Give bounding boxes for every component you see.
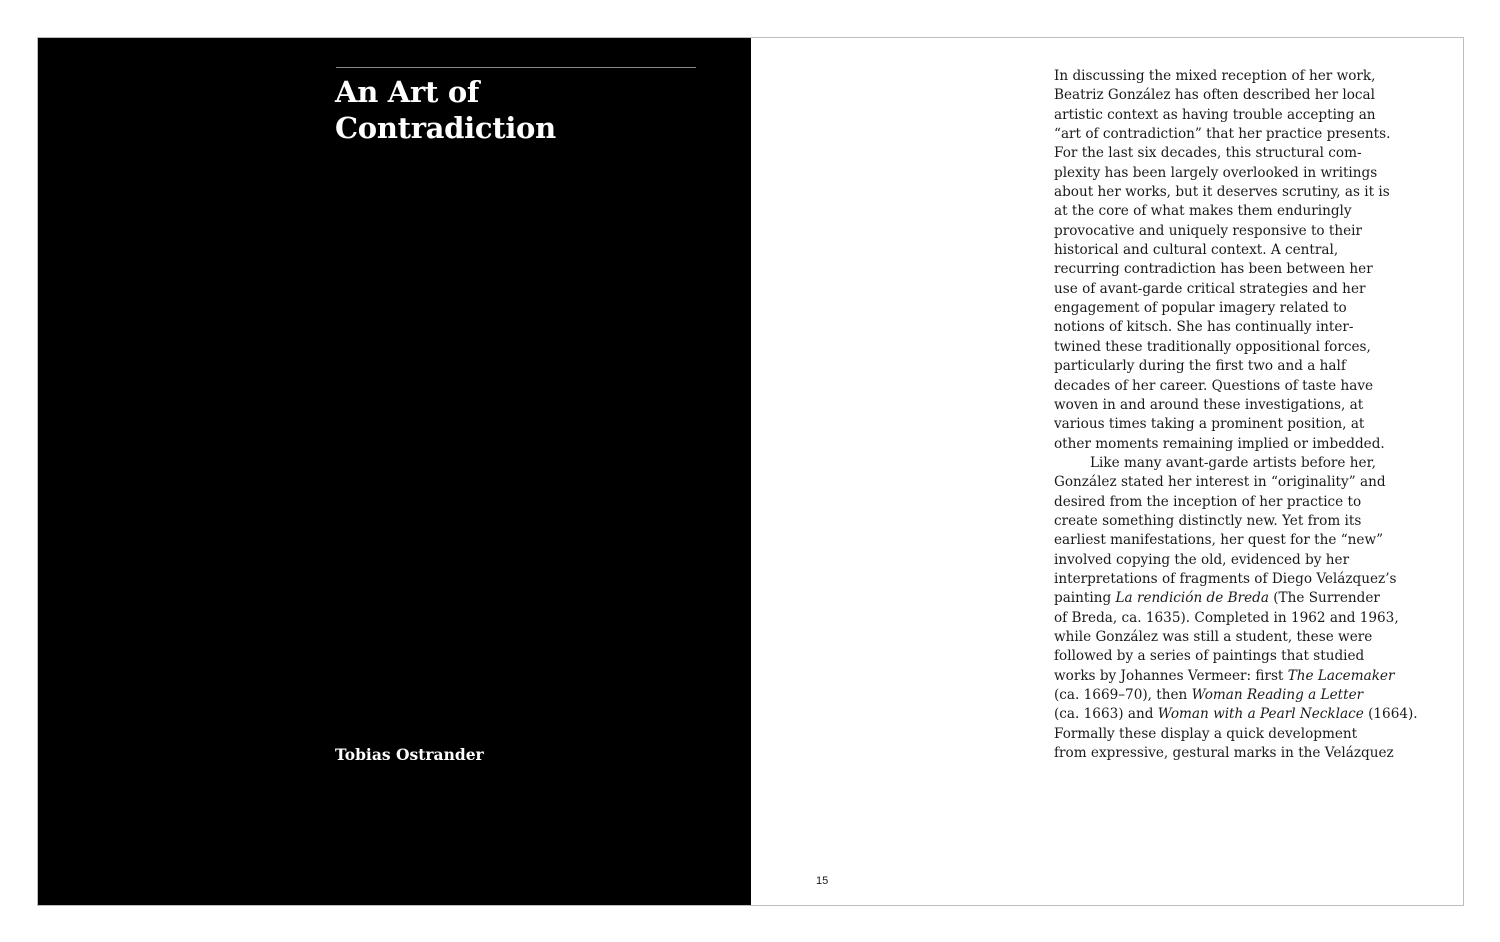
page-number: 15 xyxy=(816,875,829,887)
body-line xyxy=(1054,628,1429,647)
body-text-run: use of avant-garde critical strategies and her xyxy=(1054,280,1366,297)
body-text-run: other moments remaining implied or imbedded. xyxy=(1054,435,1385,452)
body-line xyxy=(1054,67,1429,86)
body-text-run: woven in and around these investigations, at xyxy=(1054,396,1364,413)
body-text-run: of Breda, ca. 1635). Completed in 1962 and 1963, xyxy=(1054,609,1399,626)
body-line xyxy=(1054,260,1429,279)
body-line xyxy=(1054,551,1429,570)
body-text-run: decades of her career. Questions of taste have xyxy=(1054,377,1374,394)
body-line xyxy=(1054,241,1429,260)
body-line xyxy=(1054,589,1429,608)
body-text-run: Formally these display a quick development xyxy=(1054,725,1358,742)
body-text-run: (1664). xyxy=(1363,706,1418,723)
title-rule xyxy=(336,67,696,68)
body-line xyxy=(1054,531,1429,550)
body-text-run: In discussing the mixed reception of her work, xyxy=(1054,68,1376,84)
body-text-run: “art of contradiction” that her practice presents. xyxy=(1054,126,1391,143)
body-text-run: particularly during the first two and a half xyxy=(1054,358,1346,375)
body-text-run: engagement of popular imagery related to xyxy=(1054,300,1347,317)
body-text-run: provocative and uniquely responsive to their xyxy=(1054,222,1363,239)
body-text-run: González stated her interest in “originality” and xyxy=(1054,474,1386,491)
body-line xyxy=(1054,144,1429,163)
body-text-run: (ca. 1669–70), then xyxy=(1054,687,1192,703)
body-text-run: various times taking a prominent position, at xyxy=(1054,416,1365,433)
body-line xyxy=(1054,280,1429,299)
body-text-run: For the last six decades, this structural com- xyxy=(1054,145,1362,162)
left-page xyxy=(38,38,751,905)
body-text-run: painting xyxy=(1054,590,1116,607)
body-line xyxy=(1054,647,1429,666)
body-text-run: artistic context as having trouble accepting an xyxy=(1054,106,1376,123)
body-text-run: about her works, but it deserves scrutiny, as it is xyxy=(1054,184,1390,201)
body-line xyxy=(1054,357,1429,376)
body-line xyxy=(1054,164,1429,183)
body-text-run: while González was still a student, these were xyxy=(1054,628,1373,645)
author-name: Tobias Ostrander xyxy=(335,745,484,764)
body-line xyxy=(1054,299,1429,318)
chapter-title-line-2: Contradiction xyxy=(335,111,556,145)
body-line xyxy=(1054,183,1429,202)
body-text-run: at the core of what makes them enduringly xyxy=(1054,203,1352,220)
body-text-run: twined these traditionally oppositional forces, xyxy=(1054,338,1371,355)
body-text-run: Like many avant-garde artists before her, xyxy=(1090,454,1376,471)
body-text-run: (The Surrender xyxy=(1268,590,1380,607)
body-line xyxy=(1054,744,1429,763)
body-text-run: Beatriz González has often described her local xyxy=(1054,87,1375,104)
body-text-run: earliest manifestations, her quest for the “new” xyxy=(1054,532,1384,549)
artwork-title: Woman with a Pearl Necklace xyxy=(1157,706,1364,723)
body-line xyxy=(1054,570,1429,589)
body-text-run: plexity has been largely overlooked in writings xyxy=(1054,164,1378,181)
body-line xyxy=(1054,377,1429,396)
body-text-run: historical and cultural context. A central, xyxy=(1054,242,1339,259)
body-line xyxy=(1054,493,1429,512)
artwork-title: The Lacemaker xyxy=(1287,667,1395,684)
body-text-run: works by Johannes Vermeer: first xyxy=(1054,667,1288,684)
book-spread xyxy=(37,37,1464,906)
body-line xyxy=(1054,318,1429,337)
body-line xyxy=(1054,202,1429,221)
body-line xyxy=(1054,415,1429,434)
body-text-run: notions of kitsch. She has continually inter- xyxy=(1054,319,1354,336)
body-line xyxy=(1054,725,1429,744)
body-line xyxy=(1054,686,1429,705)
body-text-run: desired from the inception of her practice to xyxy=(1054,493,1362,510)
body-text-run: interpretations of fragments of Diego Velázquez’s xyxy=(1054,570,1397,587)
chapter-title-line-1: An Art of xyxy=(335,75,480,109)
body-line xyxy=(1054,705,1429,724)
artwork-title: La rendición de Breda xyxy=(1115,590,1269,607)
body-line xyxy=(1054,338,1429,357)
body-text-run: recurring contradiction has been between her xyxy=(1054,261,1373,278)
body-text-run: followed by a series of paintings that studied xyxy=(1054,648,1365,665)
body-line xyxy=(1054,106,1429,125)
body-line xyxy=(1054,125,1429,144)
body-line xyxy=(1054,454,1429,473)
body-text xyxy=(1054,67,1429,763)
body-line xyxy=(1054,222,1429,241)
body-line xyxy=(1054,86,1429,105)
body-line xyxy=(1054,396,1429,415)
body-line xyxy=(1054,473,1429,492)
body-text-run: (ca. 1663) and xyxy=(1054,706,1158,723)
body-line xyxy=(1054,435,1429,454)
body-text-run: from expressive, gestural marks in the Velázquez xyxy=(1054,745,1394,762)
body-line xyxy=(1054,667,1429,686)
body-text-run: involved copying the old, evidenced by her xyxy=(1054,551,1350,568)
body-text-run: create something distinctly new. Yet from its xyxy=(1054,512,1362,529)
body-line xyxy=(1054,512,1429,531)
chapter-title xyxy=(335,74,715,146)
right-page xyxy=(751,38,1463,905)
body-line xyxy=(1054,609,1429,628)
artwork-title: Woman Reading a Letter xyxy=(1191,687,1364,703)
